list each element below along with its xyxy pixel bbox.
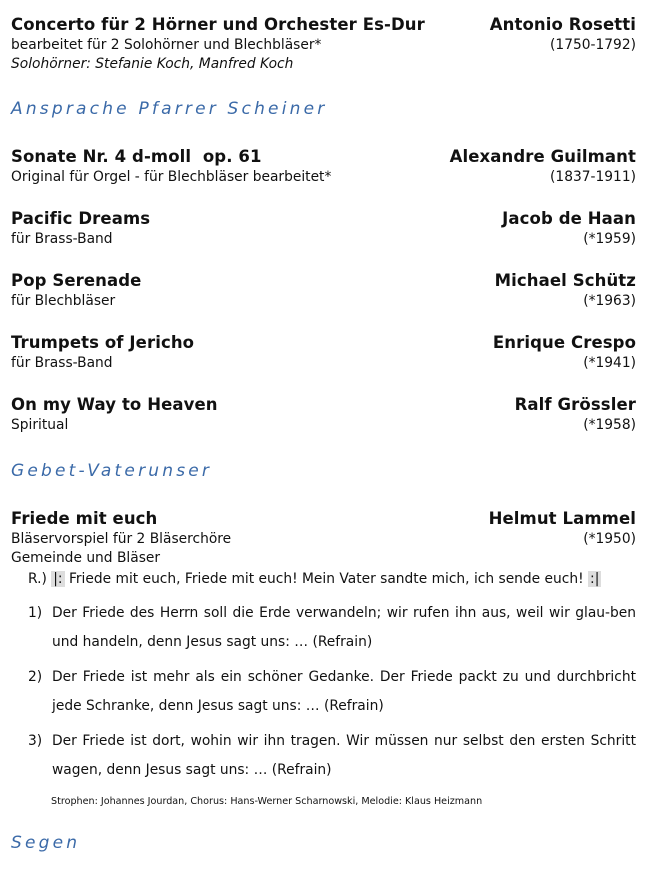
composer-name: Alexandre Guilmant xyxy=(449,147,636,166)
composer-dates: (*1958) xyxy=(583,417,636,433)
verse-1 xyxy=(28,599,636,657)
program-item-rosetti xyxy=(11,14,636,74)
composer-dates: (*1950) xyxy=(583,531,636,547)
composer-dates: (1750-1792) xyxy=(550,37,636,53)
piece-subtitle: für Brass-Band xyxy=(11,231,113,247)
soloists: Solohörner: Stefanie Koch, Manfred Koch xyxy=(11,56,294,72)
composer-dates: (*1963) xyxy=(583,293,636,309)
verse-number: 2) xyxy=(28,669,43,685)
verse-text: Der Friede ist dort, wohin wir ihn tragen. Wir müssen nur selbst den ersten Schritt wagen, denn Jesus sagt uns: … (Refrain) xyxy=(52,733,636,778)
composer-dates: (*1941) xyxy=(583,355,636,371)
refrain-text: Friede mit euch, Friede mit euch! Mein Vater sandte mich, ich sende euch! xyxy=(68,571,584,587)
composer-name: Jacob de Haan xyxy=(502,209,636,228)
refrain-line xyxy=(28,568,636,590)
program-page xyxy=(11,14,636,855)
piece-arrangement: bearbeitet für 2 Solohörner und Blechbläser* xyxy=(11,37,322,53)
performers: Gemeinde und Bläser xyxy=(11,550,161,566)
piece-subtitle: Bläservorspiel für 2 Bläserchöre xyxy=(11,531,232,547)
program-item-groessler xyxy=(11,394,636,435)
section-heading-address: Ansprache Pfarrer Scheiner xyxy=(11,99,328,119)
program-item-de-haan xyxy=(11,208,636,249)
repeat-end-sign: :| xyxy=(590,571,600,587)
composer-name: Ralf Grössler xyxy=(514,395,636,414)
verse-3 xyxy=(28,727,636,785)
program-item-schuetz xyxy=(11,270,636,311)
verse-number: 1) xyxy=(28,605,43,621)
program-item-lammel xyxy=(11,508,636,809)
piece-title: Pop Serenade xyxy=(11,271,142,290)
piece-title: Pacific Dreams xyxy=(11,209,151,228)
verse-number: 3) xyxy=(28,733,43,749)
piece-title: Concerto für 2 Hörner und Orchester Es-Dur xyxy=(11,15,425,34)
song-lyrics xyxy=(28,568,636,809)
piece-subtitle: für Blechbläser xyxy=(11,293,116,309)
composer-name: Enrique Crespo xyxy=(492,333,636,352)
composer-name: Michael Schütz xyxy=(494,271,636,290)
repeat-start-sign: |: xyxy=(53,571,63,587)
program-item-guilmant xyxy=(11,146,636,187)
verse-text: Der Friede des Herrn soll die Erde verwandeln; wir rufen ihn aus, weil wir glau-ben und handeln, denn Jesus sagt uns: … (Refrain) xyxy=(52,605,636,650)
piece-title: Sonate Nr. 4 d-moll op. 61 xyxy=(11,147,262,166)
section-heading-blessing: Segen xyxy=(11,833,81,853)
refrain-label: R.) xyxy=(28,571,47,587)
piece-title: Trumpets of Jericho xyxy=(11,333,195,352)
piece-title: On my Way to Heaven xyxy=(11,395,218,414)
piece-subtitle: Spiritual xyxy=(11,417,69,433)
composer-name: Helmut Lammel xyxy=(488,509,636,528)
composer-dates: (1837-1911) xyxy=(550,169,636,185)
composer-dates: (*1959) xyxy=(583,231,636,247)
piece-subtitle: für Brass-Band xyxy=(11,355,113,371)
section-heading-prayer: Gebet-Vaterunser xyxy=(11,461,213,481)
verse-text: Der Friede ist mehr als ein schöner Gedanke. Der Friede packt zu und durchbricht jede Schranke, denn Jesus sagt uns: … (Refrain) xyxy=(52,669,636,714)
song-credits: Strophen: Johannes Jourdan, Chorus: Hans-Werner Scharnowski, Melodie: Klaus Heizmann xyxy=(51,796,483,807)
composer-name: Antonio Rosetti xyxy=(489,15,636,34)
piece-title: Friede mit euch xyxy=(11,509,158,528)
program-item-crespo xyxy=(11,332,636,373)
piece-subtitle: Original für Orgel - für Blechbläser bearbeitet* xyxy=(11,169,332,185)
verse-2 xyxy=(28,663,636,721)
